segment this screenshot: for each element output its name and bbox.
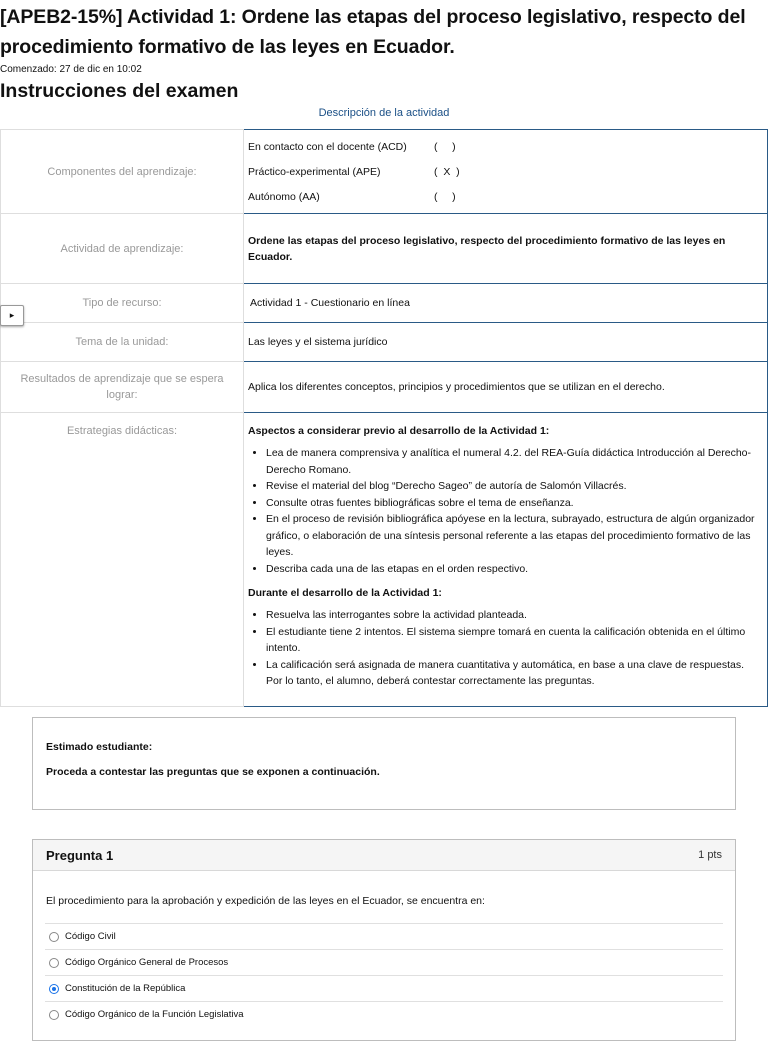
strategies-heading-during: Durante el desarrollo de la Actividad 1: (248, 587, 442, 599)
notice-greeting: Estimado estudiante: (46, 741, 153, 753)
list-item: • En el proceso de revisión bibliográfica apóyese en la lectura, subrayado, estructura de algún organizador gráfico, o elaboración de una síntesis personal referente a las etapas del procedimiento formativo de las leyes. (266, 511, 763, 561)
list-item: • Resuelva las interrogantes sobre la actividad planteada. (266, 607, 763, 624)
unit-topic-value: Las leyes y el sistema jurídico (244, 323, 768, 362)
question-points: 1 pts (698, 849, 722, 861)
list-item: • El estudiante tiene 2 intentos. El sistema siempre tomará en cuenta la calificación obtenida en el último intento. (266, 624, 763, 657)
components-cell (244, 130, 768, 214)
component-name: Práctico-experimental (APE) (248, 165, 381, 178)
expected-results-label: Resultados de aprendizaje que se espera lograr: (1, 362, 244, 413)
component-row (248, 134, 763, 159)
list-item: • Lea de manera comprensiva y analítica el numeral 4.2. del REA-Guía didáctica Introducción al Derecho-Derecho Romano. (266, 445, 763, 478)
component-row (248, 159, 763, 184)
answer-label: Código Orgánico de la Función Legislativa (65, 1009, 244, 1020)
radio-button-selected[interactable] (49, 984, 59, 994)
resource-type-value: Actividad 1 - Cuestionario en línea (244, 284, 768, 323)
component-mark: ( ) (434, 190, 456, 203)
unit-topic-label: Tema de la unidad: (1, 323, 244, 362)
answer-option[interactable] (45, 923, 723, 949)
answer-list (45, 923, 723, 1027)
component-mark: ( X ) (434, 165, 460, 178)
question-text: El procedimiento para la aprobación y expedición de las leyes en el Ecuador, se encuentra en: (46, 895, 485, 907)
component-name: En contacto con el docente (ACD) (248, 140, 407, 153)
list-item: • La calificación será asignada de manera cuantitativa y automática, en base a una clave de respuestas. Por lo tanto, el alumno, deberá contestar correctamente las preguntas. (266, 657, 763, 690)
learning-activity-value: Ordene las etapas del proceso legislativo, respecto del procedimiento formativo de las leyes en Ecuador. (244, 214, 768, 284)
learning-activity-label: Actividad de aprendizaje: (1, 214, 244, 284)
strategies-list-before (248, 445, 763, 577)
answer-label: Código Orgánico General de Procesos (65, 957, 229, 968)
play-icon: ▸ (9, 310, 15, 320)
components-label: Componentes del aprendizaje: (1, 130, 244, 214)
answer-label: Constitución de la República (65, 983, 186, 994)
activity-table (0, 129, 768, 707)
list-item: • Consulte otras fuentes bibliográficas sobre el tema de enseñanza. (266, 495, 763, 512)
started-timestamp: Comenzado: 27 de dic en 10:02 (0, 64, 142, 75)
list-item: • Revise el material del blog “Derecho Sageo” de autoría de Salomón Villacrés. (266, 478, 763, 495)
activity-description-caption: Descripción de la actividad (318, 107, 450, 119)
component-mark: ( ) (434, 140, 456, 153)
answer-option[interactable] (45, 1001, 723, 1027)
instructions-heading: Instrucciones del examen (0, 80, 239, 102)
question-header (33, 840, 735, 871)
list-item: • Describa cada una de las etapas en el orden respectivo. (266, 561, 763, 578)
play-button[interactable] (0, 305, 24, 326)
answer-option[interactable] (45, 975, 723, 1001)
resource-type-label: Tipo de recurso: (1, 284, 244, 323)
radio-button[interactable] (49, 958, 59, 968)
strategies-cell (244, 413, 768, 707)
component-row (248, 184, 763, 209)
strategies-label: Estrategias didácticas: (1, 413, 244, 707)
answer-label: Código Civil (65, 931, 116, 942)
radio-button[interactable] (49, 932, 59, 942)
notice-message: Proceda a contestar las preguntas que se exponen a continuación. (46, 766, 380, 778)
expected-results-value: Aplica los diferentes conceptos, principios y procedimientos que se utilizan en el derecho. (244, 362, 768, 413)
answer-option[interactable] (45, 949, 723, 975)
strategies-heading-before: Aspectos a considerar previo al desarrollo de la Actividad 1: (248, 425, 550, 437)
page-title: [APEB2-15%] Actividad 1: Ordene las etapas del proceso legislativo, respecto del procedimiento formativo de las leyes en Ecuador. (0, 6, 746, 58)
student-notice (32, 717, 736, 810)
strategies-list-during (248, 607, 763, 690)
page-header (0, 0, 768, 120)
component-name: Autónomo (AA) (248, 190, 320, 203)
question-card (32, 839, 736, 1041)
question-title: Pregunta 1 (46, 847, 114, 863)
radio-button[interactable] (49, 1010, 59, 1020)
